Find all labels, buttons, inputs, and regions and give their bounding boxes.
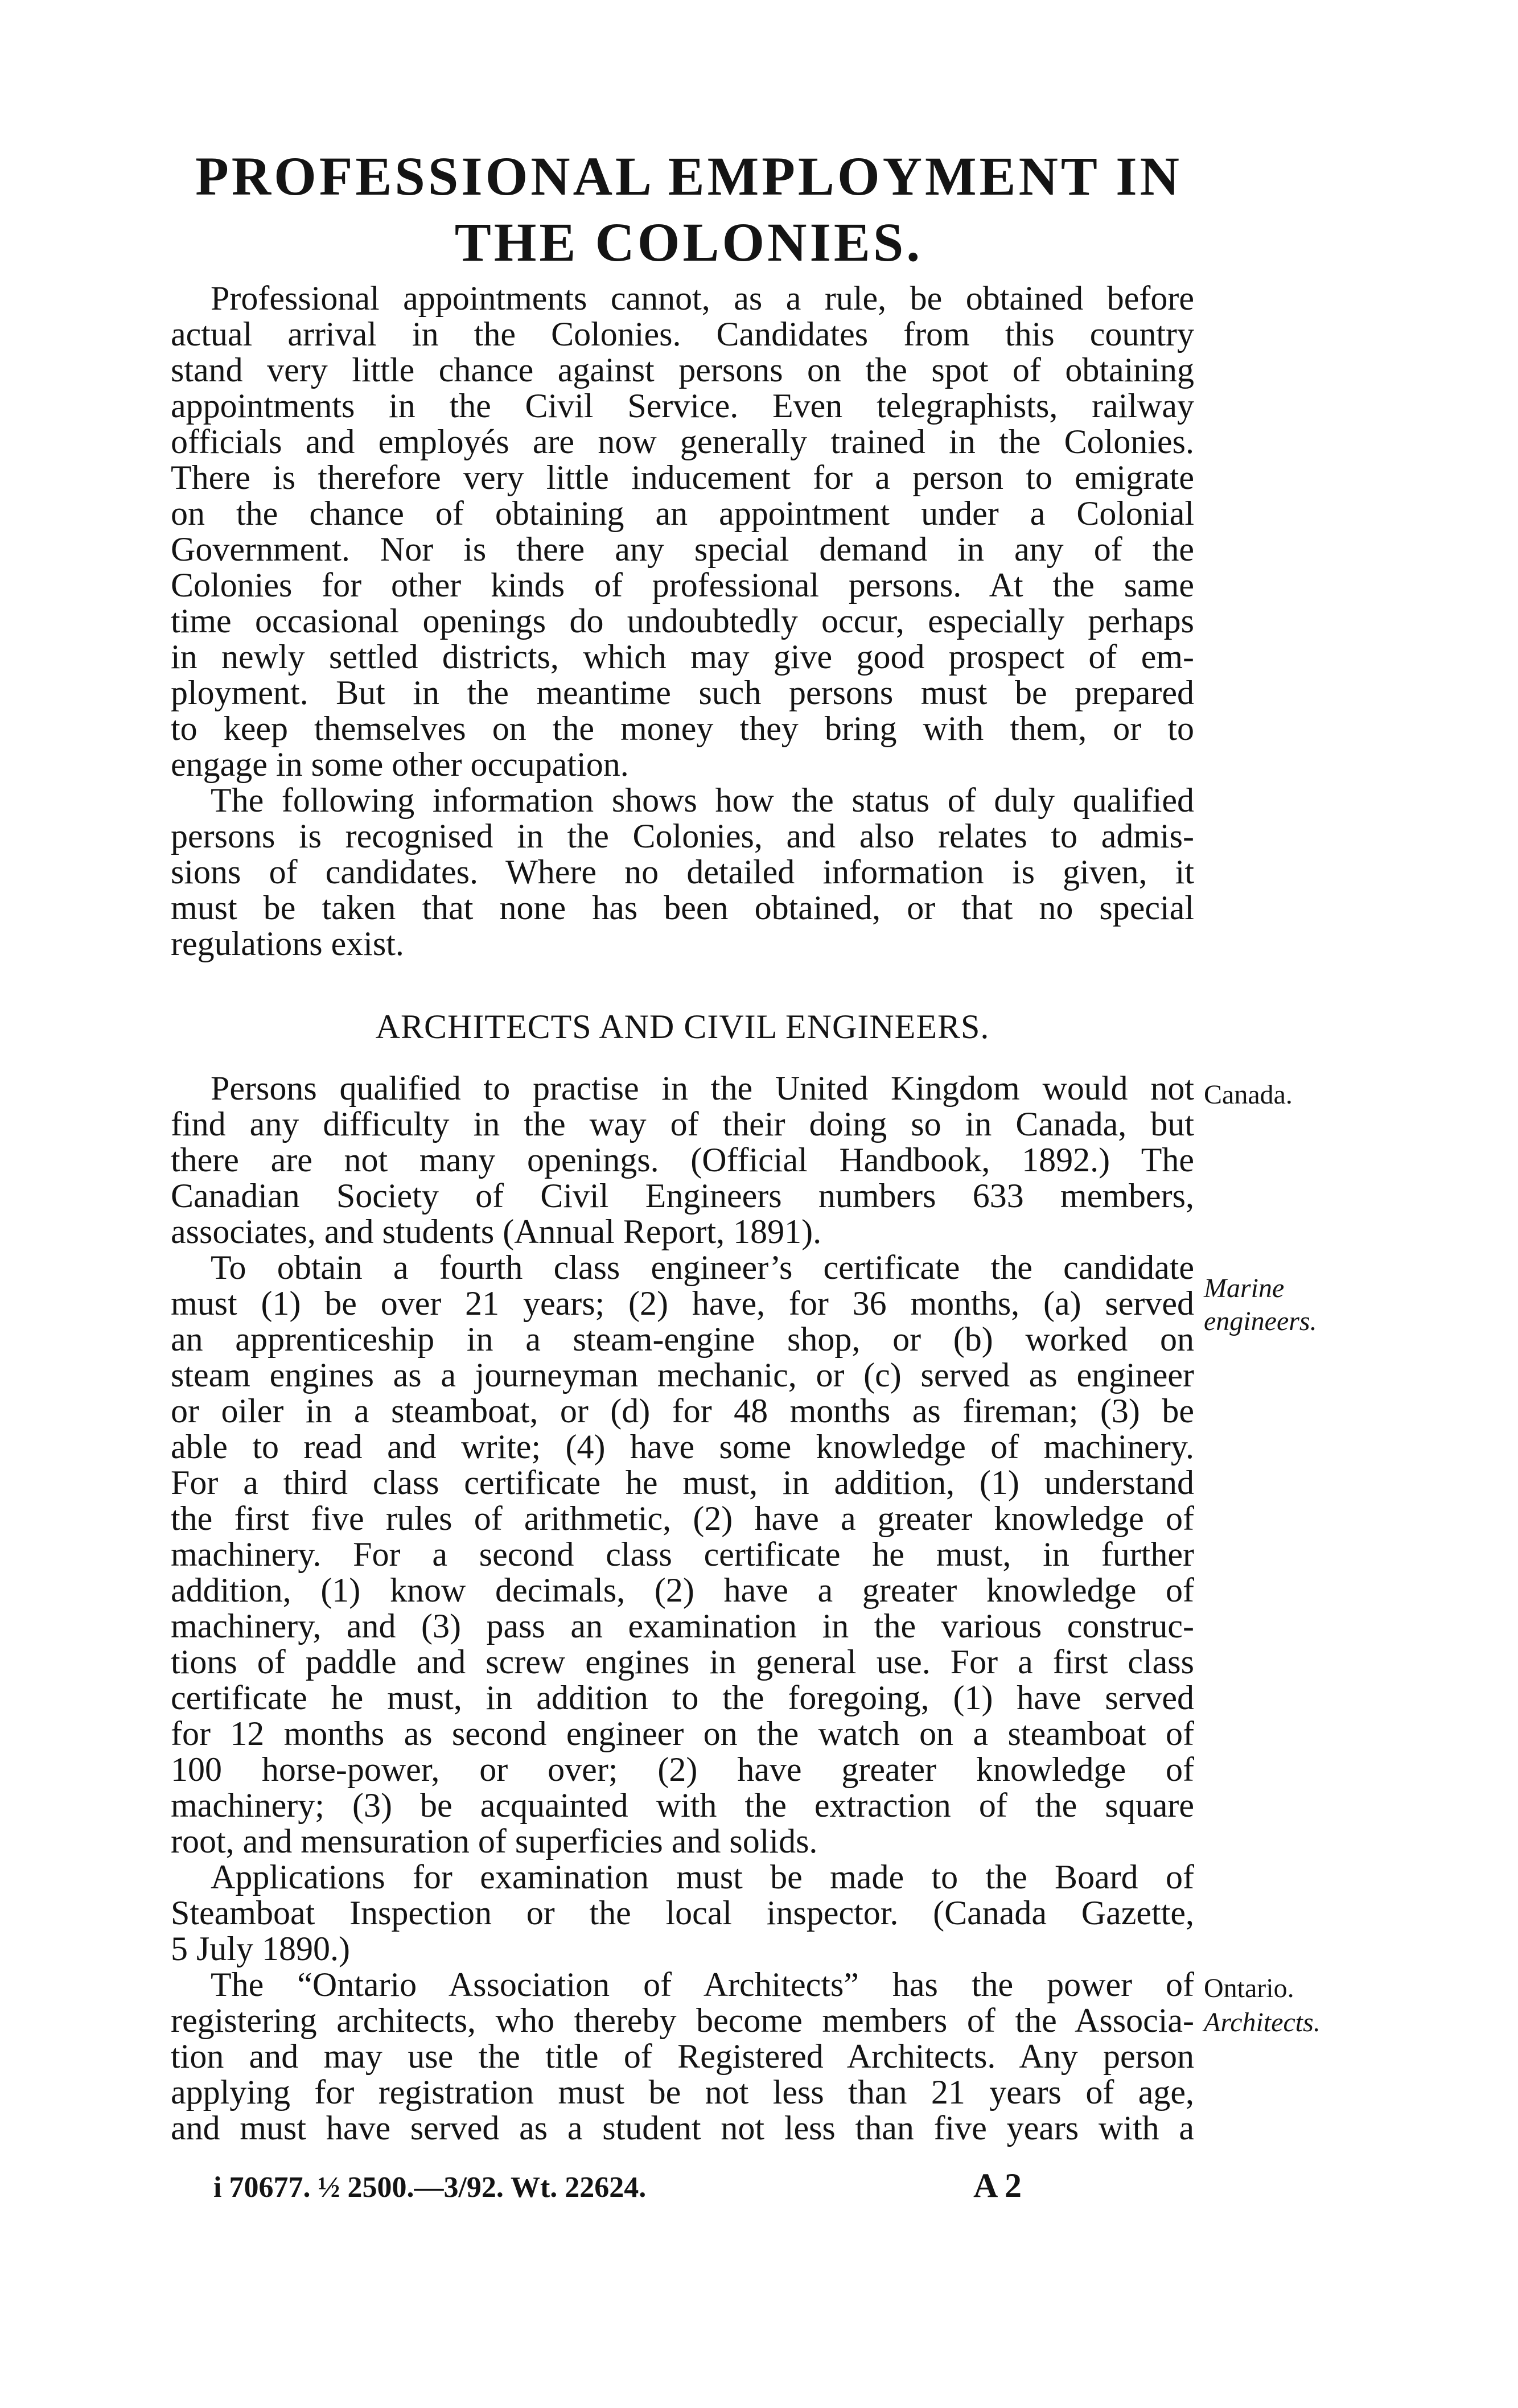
text-line: The following information shows how the status of duly qualified [211, 781, 1194, 819]
margin-note-marine: Marine [1204, 1273, 1285, 1303]
text-line: Colonies for other kinds of professional persons. At the same [171, 566, 1194, 604]
text-line: Steamboat Inspection or the local inspector. (Canada Gazette, [171, 1894, 1194, 1932]
text-line: Professional appointments cannot, as a rule, be obtained before [211, 279, 1194, 317]
text-line: certificate he must, in addition to the foregoing, (1) have served [171, 1679, 1194, 1717]
text-line: an apprenticeship in a steam-engine shop, or (b) worked on [171, 1320, 1194, 1358]
text-line: in newly settled districts, which may give good prospect of em- [171, 638, 1194, 676]
text-line: steam engines as a journeyman mechanic, or (c) served as engineer [171, 1356, 1194, 1394]
text-line: must (1) be over 21 years; (2) have, for 36 months, (a) served [171, 1285, 1194, 1322]
text-line: associates, and students (Annual Report, 1891). [171, 1213, 822, 1250]
margin-note-ontario: Ontario. [1204, 1973, 1294, 2003]
text-line: find any difficulty in the way of their doing so in Canada, but [171, 1105, 1194, 1143]
text-line: able to read and write; (4) have some knowledge of machinery. [171, 1428, 1194, 1466]
text-line: stand very little chance against persons on the spot of obtaining [171, 351, 1194, 389]
text-line: regulations exist. [171, 925, 404, 962]
text-line: The “Ontario Association of Architects” has the power of [211, 1966, 1194, 2003]
text-line: actual arrival in the Colonies. Candidates from this country [171, 315, 1194, 353]
text-line: To obtain a fourth class engineer’s certificate the candidate [211, 1249, 1194, 1286]
title-line-1: PROFESSIONAL EMPLOYMENT IN [195, 146, 1182, 207]
text-line: addition, (1) know decimals, (2) have a greater knowledge of [171, 1571, 1194, 1609]
text-line: the first five rules of arithmetic, (2) have a greater knowledge of [171, 1500, 1194, 1537]
text-line: For a third class certificate he must, in addition, (1) understand [171, 1464, 1194, 1501]
text-line: Government. Nor is there any special demand in any of the [171, 530, 1194, 568]
margin-note-engineers: engineers. [1204, 1306, 1317, 1336]
text-line: for 12 months as second engineer on the watch on a steamboat of [171, 1715, 1194, 1752]
text-line: machinery. For a second class certificate he must, in further [171, 1536, 1194, 1573]
text-line: to keep themselves on the money they bring with them, or to [171, 710, 1194, 747]
margin-note-canada: Canada. [1204, 1080, 1293, 1110]
text-line: tion and may use the title of Registered Architects. Any person [171, 2037, 1194, 2075]
text-line: time occasional openings do undoubtedly occur, especially perhaps [171, 602, 1194, 640]
text-line: applying for registration must be not less than 21 years of age, [171, 2073, 1194, 2111]
text-line: on the chance of obtaining an appointment under a Colonial [171, 495, 1194, 532]
text-line: appointments in the Civil Service. Even telegraphists, railway [171, 387, 1194, 425]
text-line: 100 horse-power, or over; (2) have greater knowledge of [171, 1751, 1194, 1788]
text-line: machinery, and (3) pass an examination in the various construc- [171, 1607, 1194, 1645]
text-line: Persons qualified to practise in the United Kingdom would not [211, 1069, 1194, 1107]
text-line: there are not many openings. (Official Handbook, 1892.) The [171, 1141, 1194, 1179]
printer-imprint: i 70677. ½ 2500.—3/92. Wt. 22624. [213, 2171, 647, 2204]
text-line: must be taken that none has been obtained, or that no special [171, 889, 1194, 927]
text-line: persons is recognised in the Colonies, and also relates to admis- [171, 817, 1194, 855]
signature-mark: A 2 [973, 2167, 1022, 2204]
title-line-2: THE COLONIES. [454, 212, 923, 273]
text-line: machinery; (3) be acquainted with the extraction of the square [171, 1787, 1194, 1824]
text-line: ployment. But in the meantime such persons must be prepared [171, 674, 1194, 711]
text-line: engage in some other occupation. [171, 746, 629, 783]
margin-note-architects: Architects. [1204, 2007, 1320, 2037]
text-line: officials and employés are now generally trained in the Colonies. [171, 423, 1194, 460]
text-line: root, and mensuration of superficies and solids. [171, 1822, 818, 1860]
text-line: Canadian Society of Civil Engineers numbers 633 members, [171, 1177, 1194, 1215]
section-heading: ARCHITECTS AND CIVIL ENGINEERS. [375, 1008, 990, 1045]
text-line: or oiler in a steamboat, or (d) for 48 months as fireman; (3) be [171, 1392, 1194, 1430]
text-line: sions of candidates. Where no detailed information is given, it [171, 853, 1194, 891]
text-line: tions of paddle and screw engines in general use. For a first class [171, 1643, 1194, 1681]
text-line: Applications for examination must be made to the Board of [211, 1858, 1194, 1896]
text-line: 5 July 1890.) [171, 1930, 350, 1967]
text-line: registering architects, who thereby become members of the Associa- [171, 2002, 1194, 2039]
text-line: There is therefore very little inducement for a person to emigrate [171, 459, 1194, 496]
text-line: and must have served as a student not less than five years with a [171, 2109, 1194, 2147]
